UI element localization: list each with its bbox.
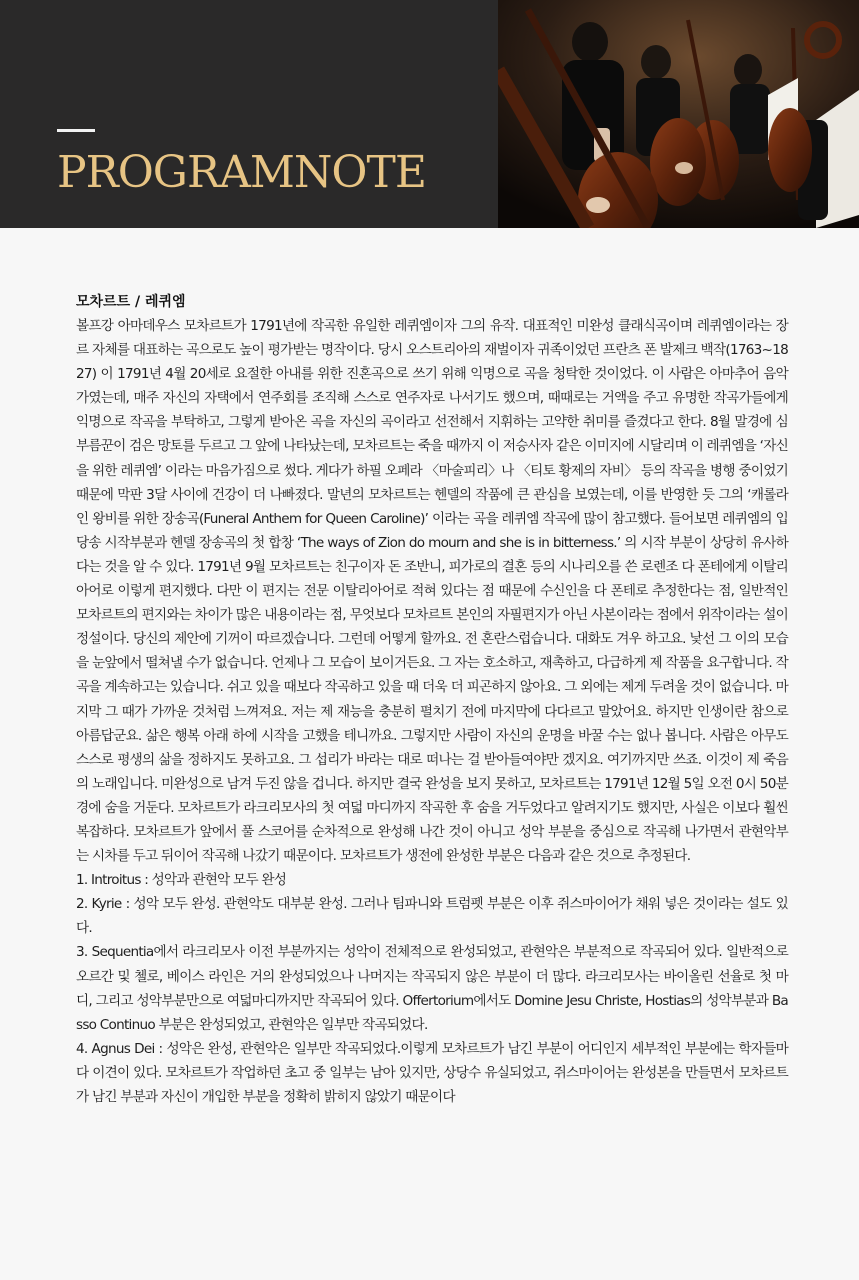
program-note-article <box>76 292 788 1109</box>
list-item: 1. Introitus : 성악과 관현악 모두 완성 <box>76 872 287 889</box>
article-heading: 모차르트 / 레퀴엠 <box>76 294 186 310</box>
page-header <box>0 0 859 228</box>
orchestra-photo <box>498 0 859 228</box>
title-accent-line <box>57 129 95 132</box>
list-item: 2. Kyrie : 성악 모두 완성. 관현악도 대부분 완성. 그러나 팀파니와 트럼펫 부분은 이후 쥐스마이어가 채워 넣은 것이라는 설도 있다. <box>76 896 788 937</box>
list-item: 3. Sequentia에서 라크리모사 이전 부분까지는 성악이 전체적으로 완성되었고, 관현악은 부분적으로 작곡되어 있다. 일반적으로 오르간 및 첼로, 베이스 라인은 거의 완성되었으나 나머지는 작곡되지 않은 부분이 더 많다. 라크리모사는 바이올린 선율로 첫 마디, 그리고 성악부분만으로 여덟마디까지만 작곡되어 있다. Offertorium에서도 Domine Jesu Christe, Hostias의 성악부분과 Basso Continuo 부분은 완성되었고, 관현악은 일부만 작곡되었다. <box>76 944 788 1033</box>
list-item: 4. Agnus Dei : 성악은 완성, 관현악은 일부만 작곡되었다.이렇게 모차르트가 남긴 부분이 어디인지 세부적인 부분에는 학자들마다 이견이 있다. 모차르트가 작업하던 초고 중 일부는 남아 있지만, 상당수 유실되었고, 쥐스마이어는 완성본을 만들면서 모차르트가 남긴 부분과 자신이 개입한 부분을 정확히 밝히지 않았기 때문이다 <box>76 1040 788 1105</box>
article-body: 볼프강 아마데우스 모차르트가 1791년에 작곡한 유일한 레퀴엠이자 그의 유작. 대표적인 미완성 클래식곡이며 레퀴엠이라는 장르 자체를 대표하는 곡으로도 높이 평가받는 명작이다. 당시 오스트리아의 재벌이자 귀족이었던 프란츠 폰 발제크 백작(1763~1827) 이 1791년 4월 20세로 요절한 아내를 위한 진혼곡으로 쓰기 위해 익명으로 곡을 청탁한 것이었다. 이 사람은 아마추어 음악가였는데, 매주 자신의 자택에서 연주회를 조직해 스스로 연주자로 나서기도 했으며, 때때로는 거액을 주고 유명한 작곡가들에게 익명으로 작곡을 부탁하고, 그렇게 받아온 곡을 자신의 곡이라고 선전해서 지휘하는 고약한 취미를 즐겼다고 한다. 8월 말경에 심부름꾼이 검은 망토를 두르고 그 앞에 나타났는데, 모차르트는 죽을 때까지 이 저승사자 같은 이미지에 시달리며 이 레퀴엠을 ‘자신을 위한 레퀴엠’ 이라는 마음가짐으로 썼다. 게다가 하필 오페라 〈마술피리〉나 〈티토 황제의 자비〉 등의 작곡을 병행 중이었기 때문에 막판 3달 사이에 건강이 더 나빠졌다. 말년의 모차르트는 헨델의 작품에 큰 관심을 보였는데, 이를 반영한 듯 그의 ‘캐롤라인 왕비를 위한 장송곡(Funeral Anthem for Queen Caroline)’ 이라는 곡을 레퀴엠 작곡에 많이 참고했다. 들어보면 레퀴엠의 입당송 시작부분과 헨델 장송곡의 첫 합창 ‘The ways of Zion do mourn and she is in bitterness.’ 의 시작 부분이 상당히 유사하다는 것을 알 수 있다. 1791년 9월 모차르트는 친구이자 돈 조반니, 피가로의 결혼 등의 시나리오를 쓴 로렌조 다 폰테에게 이탈리아어로 이렇게 편지했다. 다만 이 편지는 전문 이탈리아어로 적혀 있다는 점 때문에 수신인을 다 폰테로 추정한다는 점, 일반적인 모차르트의 편지와는 차이가 많은 내용이라는 점, 무엇보다 모차르트 본인의 자필편지가 아닌 사본이라는 점에서 위작이라는 설이 정설이다. 당신의 제안에 기꺼이 따르겠습니다. 그런데 어떻게 할까요. 전 혼란스럽습니다. 대화도 겨우 하고요. 낯선 그 이의 모습을 눈앞에서 떨쳐낼 수가 없습니다. 언제나 그 모습이 보이거든요. 그 자는 호소하고, 재촉하고, 다급하게 제 작품을 요구합니다. 작곡을 계속하고는 있습니다. 쉬고 있을 때보다 작곡하고 있을 때 더욱 더 피곤하지 않아요. 그 외에는 제게 두려울 것이 없습니다. 마지막 그 때가 가까운 것처럼 느껴져요. 저는 제 재능을 충분히 펼치기 전에 마지막에 다다르고 말았어요. 하지만 인생이란 참으로 아름답군요. 삶은 행복 아래 하에 시작을 고했을 테니까요. 그렇지만 사람이 자신의 운명을 바꿀 수는 없나 봅니다. 사람은 아무도 스스로 평생의 삶을 정하지도 못하고요. 그 섭리가 바라는 대로 떠나는 걸 받아들여야만 겠지요. 여기까지만 쓰죠. 이것이 제 죽음의 노래입니다. 미완성으로 남겨 두진 않을 겁니다. 하지만 결국 완성을 보지 못하고, 모차르트는 1791년 12월 5일 오전 0시 50분 경에 숨을 거둔다. 모차르트가 라크리모사의 첫 여덟 마디까지 작곡한 후 숨을 거두었다고 알려지기도 했지만, 사실은 이보다 훨씬 복잡하다. 모차르트가 앞에서 풀 스코어를 순차적으로 완성해 나간 것이 아니고 성악 부분을 중심으로 작곡해 나가면서 관현악부는 시차를 두고 뒤이어 작곡해 나갔기 때문이다. 모차르트가 생전에 완성한 부분은 다음과 같은 것으로 추정된다. <box>76 318 788 865</box>
page-title: PROGRAMNOTE <box>57 147 426 198</box>
